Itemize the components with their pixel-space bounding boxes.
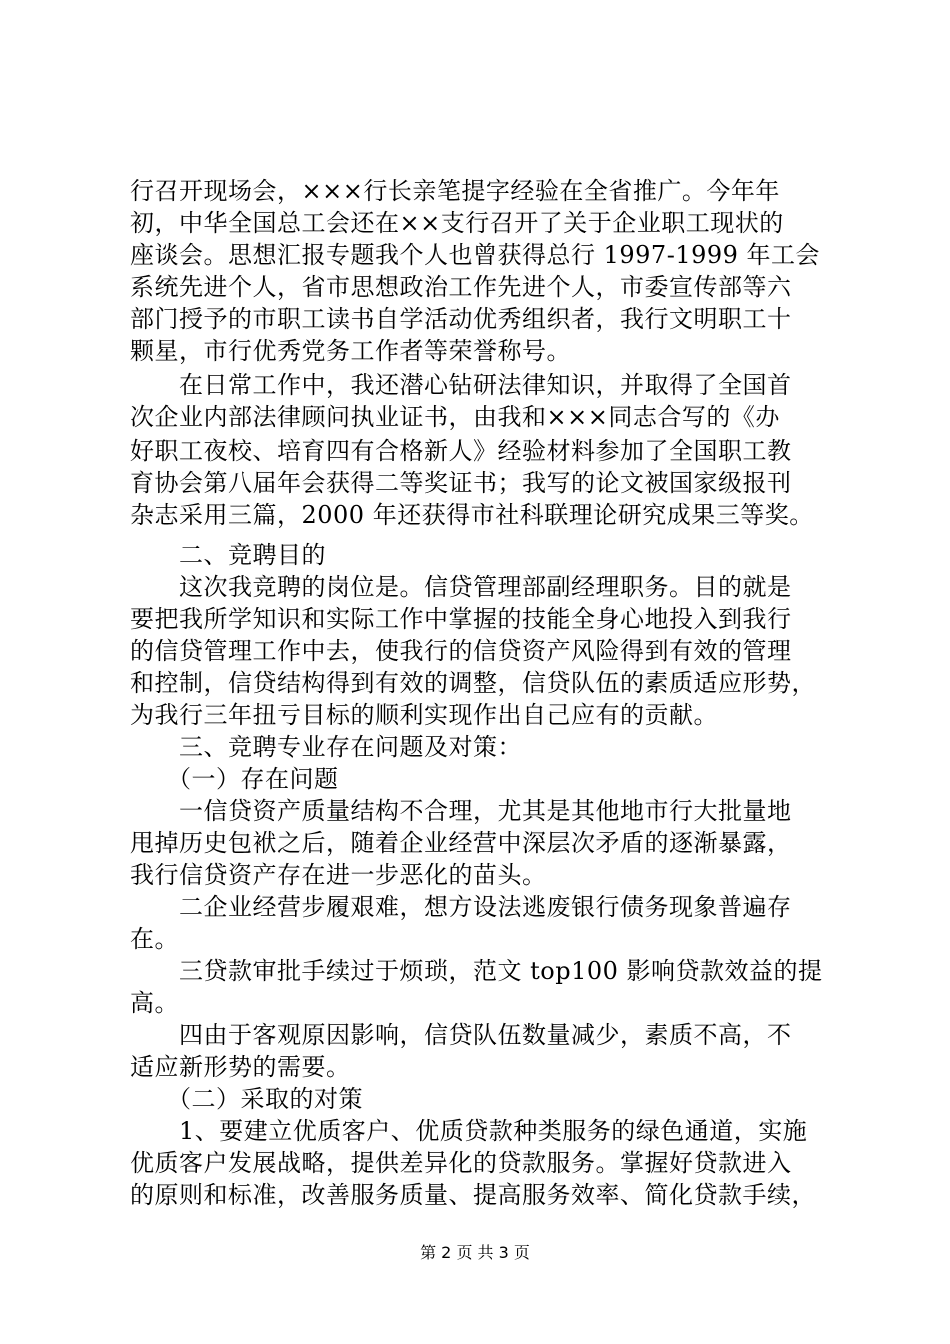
section-heading: 三、竞聘专业存在问题及对策： bbox=[130, 733, 522, 761]
text-line: 高。 bbox=[130, 989, 179, 1017]
text-line: 行召开现场会，×××行长亲笔提字经验在全省推广。今年年 bbox=[130, 177, 780, 205]
section-heading: 二、竞聘目的 bbox=[130, 541, 326, 569]
text-line: 我行信贷资产存在进一步恶化的苗头。 bbox=[130, 861, 547, 889]
text-line: 在日常工作中，我还潜心钻研法律知识，并取得了全国首 bbox=[130, 371, 792, 399]
text-line: 要把我所学知识和实际工作中掌握的技能全身心地投入到我行 bbox=[130, 605, 792, 633]
text-line: 育协会第八届年会获得二等奖证书；我写的论文被国家级报刊 bbox=[130, 469, 792, 497]
text-line: 这次我竞聘的岗位是。信贷管理部副经理职务。目的就是 bbox=[130, 573, 792, 601]
text-line: 和控制，信贷结构得到有效的调整，信贷队伍的素质适应形势， bbox=[130, 669, 816, 697]
text-line: 三贷款审批手续过于烦琐，范文 top100 影响贷款效益的提 bbox=[130, 957, 823, 985]
text-line: 适应新形势的需要。 bbox=[130, 1053, 351, 1081]
text-line: 的信贷管理工作中去，使我行的信贷资产风险得到有效的管理 bbox=[130, 637, 792, 665]
page-footer: 第 2 页 共 3 页 bbox=[420, 1243, 530, 1262]
text-line: 杂志采用三篇，2000 年还获得市社科联理论研究成果三等奖。 bbox=[130, 501, 814, 529]
text-line: 的原则和标准，改善服务质量、提高服务效率、简化贷款手续， bbox=[130, 1181, 816, 1209]
text-line: 初，中华全国总工会还在××支行召开了关于企业职工现状的 bbox=[130, 209, 784, 237]
text-line: 为我行三年扭亏目标的顺利实现作出自己应有的贡献。 bbox=[130, 701, 718, 729]
text-line: 系统先进个人，省市思想政治工作先进个人，市委宣传部等六 bbox=[130, 273, 792, 301]
text-line: 四由于客观原因影响，信贷队伍数量减少，素质不高，不 bbox=[130, 1021, 792, 1049]
text-line: 次企业内部法律顾问执业证书，由我和×××同志合写的《办 bbox=[130, 403, 780, 431]
text-line: 在。 bbox=[130, 925, 179, 953]
text-line: 1、要建立优质客户、优质贷款种类服务的绿色通道，实施 bbox=[130, 1117, 808, 1145]
subsection-heading: （二）采取的对策 bbox=[130, 1085, 363, 1113]
text-line: 二企业经营步履艰难，想方设法逃废银行债务现象普遍存 bbox=[130, 893, 792, 921]
text-line: 一信贷资产质量结构不合理，尤其是其他地市行大批量地 bbox=[130, 797, 792, 825]
text-line: 座谈会。思想汇报专题我个人也曾获得总行 1997-1999 年工会 bbox=[130, 241, 821, 269]
text-line: 优质客户发展战略，提供差异化的贷款服务。掌握好贷款进入 bbox=[130, 1149, 792, 1177]
text-line: 好职工夜校、培育四有合格新人》经验材料参加了全国职工教 bbox=[130, 437, 792, 465]
subsection-heading: （一）存在问题 bbox=[130, 765, 339, 793]
text-line: 颗星，市行优秀党务工作者等荣誉称号。 bbox=[130, 337, 571, 365]
text-line: 甩掉历史包袱之后，随着企业经营中深层次矛盾的逐渐暴露， bbox=[130, 829, 792, 857]
text-line: 部门授予的市职工读书自学活动优秀组织者，我行文明职工十 bbox=[130, 305, 792, 333]
